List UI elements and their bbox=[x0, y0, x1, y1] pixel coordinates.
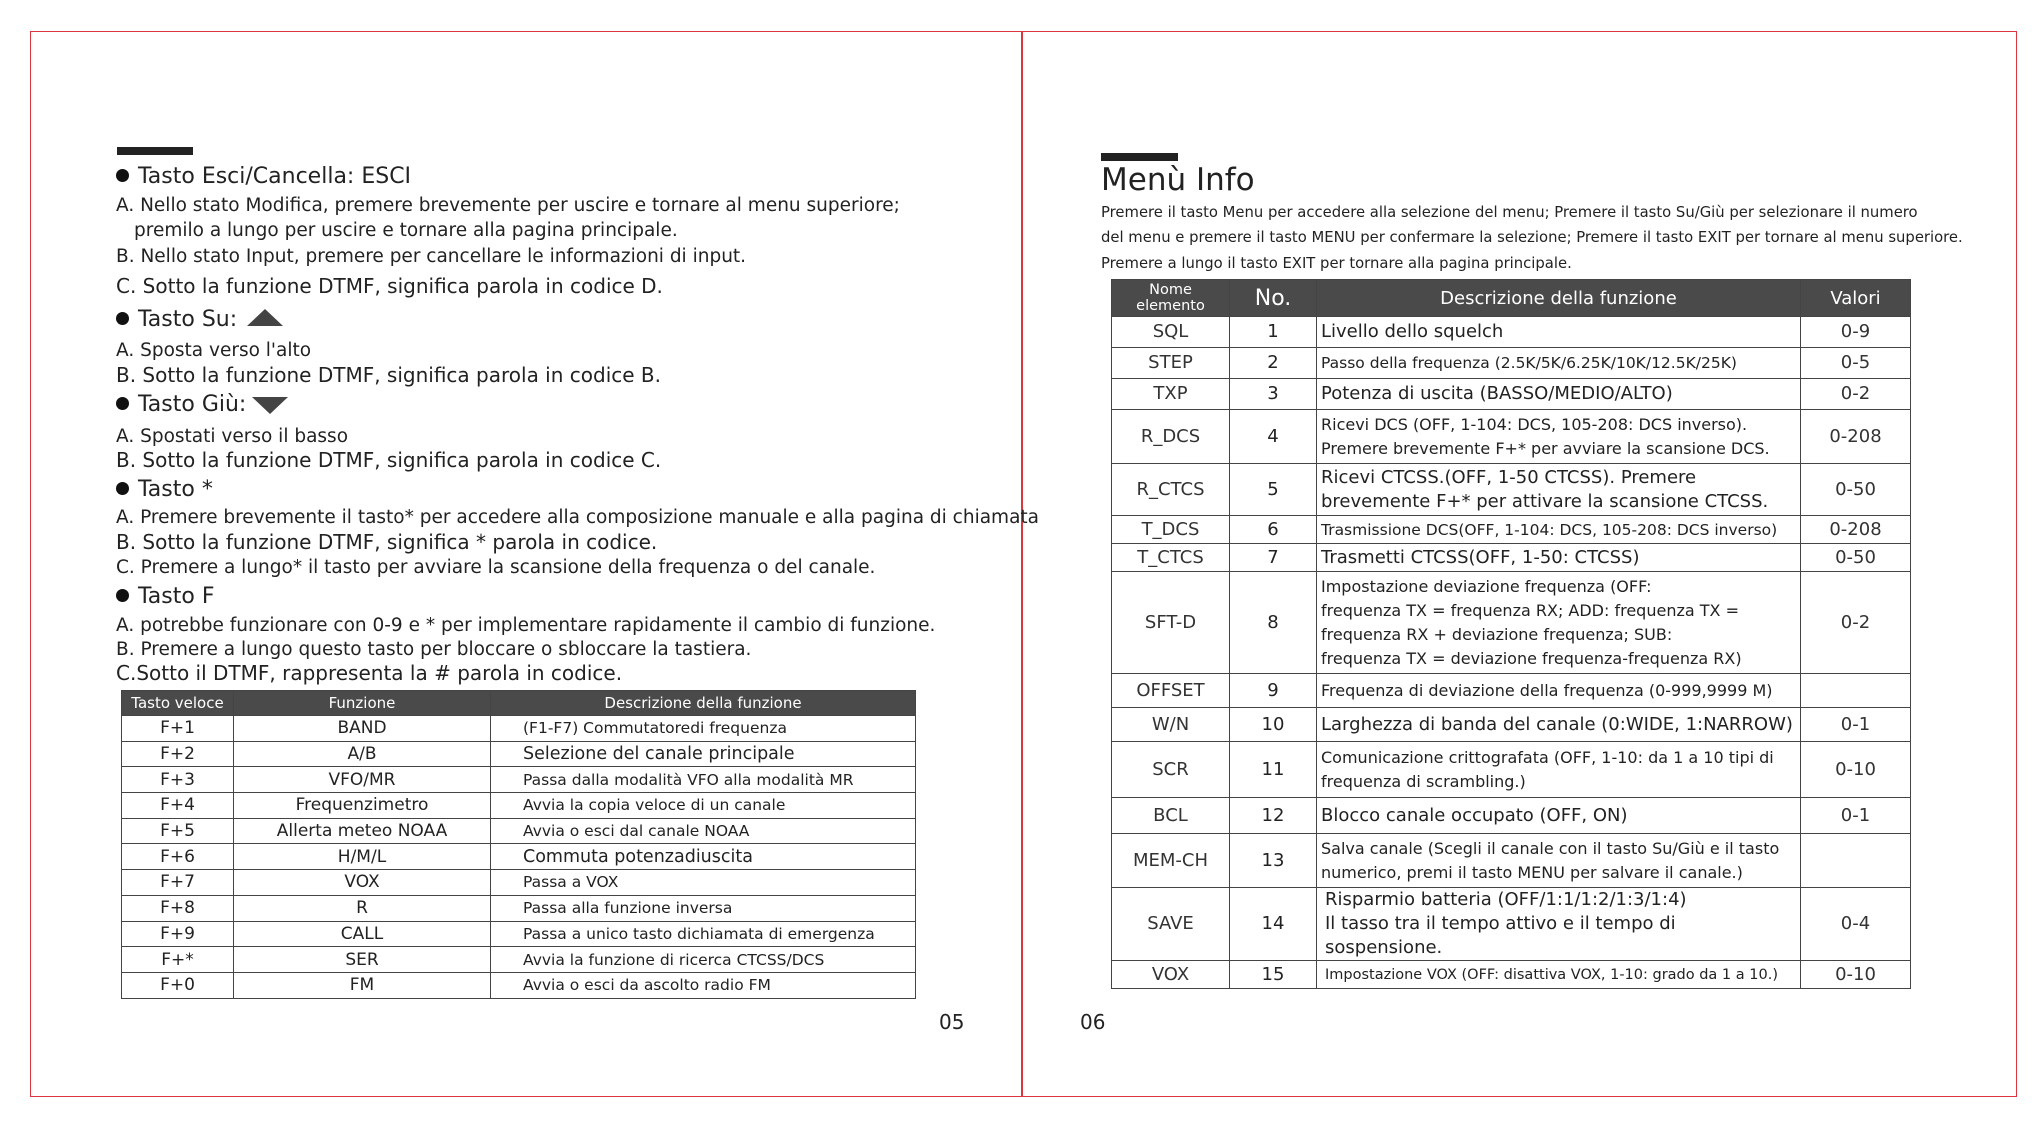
table-cell: F+9 bbox=[122, 921, 234, 947]
text-line: C. Sotto la funzione DTMF, significa parola in codice D. bbox=[116, 274, 663, 298]
text-line: C.Sotto il DTMF, rappresenta la # parola in codice. bbox=[116, 661, 623, 685]
shortcut-table bbox=[121, 690, 916, 999]
table-cell: 0-208 bbox=[1801, 410, 1911, 464]
bullet-icon bbox=[116, 169, 129, 182]
intro-line: Premere a lungo il tasto EXIT per tornare alla pagina principale. bbox=[1101, 255, 1572, 272]
table-cell: MEM-CH bbox=[1112, 834, 1230, 888]
bullet-icon bbox=[116, 397, 129, 410]
table-cell: Selezione del canale principale bbox=[491, 741, 916, 767]
page-number-left: 05 bbox=[939, 1010, 965, 1034]
table-cell bbox=[1801, 674, 1911, 708]
table-row bbox=[122, 895, 916, 921]
table-cell bbox=[1317, 961, 1801, 989]
desc-line: Salva canale (Scegli il canale con il tasto Su/Giù e il tasto bbox=[1321, 838, 1780, 858]
table-cell: 0-10 bbox=[1801, 961, 1911, 989]
table-row bbox=[122, 921, 916, 947]
table-cell: FM bbox=[234, 972, 491, 998]
table-cell: SFT-D bbox=[1112, 572, 1230, 674]
table-cell bbox=[1317, 348, 1801, 379]
table-row bbox=[122, 972, 916, 998]
table-header: Descrizione della funzione bbox=[1317, 280, 1801, 317]
table-cell: TXP bbox=[1112, 379, 1230, 410]
table-cell: F+* bbox=[122, 947, 234, 973]
text-line: B. Sotto la funzione DTMF, significa parola in codice C. bbox=[116, 448, 662, 472]
table-cell: F+5 bbox=[122, 818, 234, 844]
heading-su: Tasto Su: bbox=[116, 307, 283, 332]
table-cell: Commuta potenzadiuscita bbox=[491, 844, 916, 870]
table-row bbox=[1112, 834, 1911, 888]
desc-line: Trasmetti CTCSS(OFF, 1-50: CTCSS) bbox=[1321, 546, 1640, 568]
table-cell bbox=[1317, 544, 1801, 572]
table-row bbox=[1112, 742, 1911, 798]
bullet-icon bbox=[116, 482, 129, 495]
heading-f: Tasto F bbox=[116, 584, 214, 609]
desc-line: Impostazione deviazione frequenza (OFF: bbox=[1321, 576, 1652, 596]
table-row bbox=[122, 818, 916, 844]
desc-line: Ricevi DCS (OFF, 1-104: DCS, 105-208: DCS inverso). bbox=[1321, 414, 1748, 434]
table-cell bbox=[1317, 516, 1801, 544]
table-row bbox=[1112, 544, 1911, 572]
table-cell: 13 bbox=[1230, 834, 1317, 888]
table-cell: F+1 bbox=[122, 716, 234, 742]
table-cell: 0-2 bbox=[1801, 379, 1911, 410]
table-cell: Avvia la copia veloce di un canale bbox=[491, 793, 916, 819]
table-cell: T_DCS bbox=[1112, 516, 1230, 544]
table-row bbox=[1112, 888, 1911, 961]
table-cell: 3 bbox=[1230, 379, 1317, 410]
table-cell: H/M/L bbox=[234, 844, 491, 870]
table-row bbox=[1112, 516, 1911, 544]
table-cell: 0-1 bbox=[1801, 708, 1911, 742]
page-number-right: 06 bbox=[1080, 1010, 1106, 1034]
table-cell: F+3 bbox=[122, 767, 234, 793]
table-row bbox=[122, 716, 916, 742]
text-line: A. Premere brevemente il tasto* per accedere alla composizione manuale e alla pagina di chiamata bbox=[116, 507, 1039, 528]
table-cell: VOX bbox=[1112, 961, 1230, 989]
table-row bbox=[122, 870, 916, 896]
table-cell: R_CTCS bbox=[1112, 464, 1230, 516]
desc-line: Livello dello squelch bbox=[1321, 321, 1504, 342]
table-cell: Passa a VOX bbox=[491, 870, 916, 896]
table-row bbox=[1112, 961, 1911, 989]
table-row bbox=[1112, 317, 1911, 348]
table-cell: A/B bbox=[234, 741, 491, 767]
table-cell: 11 bbox=[1230, 742, 1317, 798]
table-cell: 6 bbox=[1230, 516, 1317, 544]
desc-line: Impostazione VOX (OFF: disattiva VOX, 1-10: grado da 1 a 10.) bbox=[1325, 966, 1778, 983]
table-cell: CALL bbox=[234, 921, 491, 947]
table-cell: 0-2 bbox=[1801, 572, 1911, 674]
table-cell: F+2 bbox=[122, 741, 234, 767]
table-cell: 0-4 bbox=[1801, 888, 1911, 961]
table-header: Descrizione della funzione bbox=[491, 691, 916, 716]
text-line: A. Nello stato Modifica, premere brevemente per uscire e tornare al menu superiore; bbox=[116, 195, 900, 216]
section-bar bbox=[1101, 153, 1178, 161]
table-row bbox=[122, 793, 916, 819]
table-cell: F+6 bbox=[122, 844, 234, 870]
text-line: B. Nello stato Input, premere per cancellare le informazioni di input. bbox=[116, 246, 747, 267]
text-line: A. potrebbe funzionare con 0-9 e * per implementare rapidamente il cambio di funzione. bbox=[116, 615, 936, 636]
table-row bbox=[1112, 572, 1911, 674]
table-cell: Avvia la funzione di ricerca CTCSS/DCS bbox=[491, 947, 916, 973]
table-row bbox=[1112, 464, 1911, 516]
text-line: A. Spostati verso il basso bbox=[116, 426, 349, 447]
table-row bbox=[1112, 410, 1911, 464]
table-cell bbox=[1317, 798, 1801, 834]
table-row bbox=[1112, 379, 1911, 410]
text-line: C. Premere a lungo* il tasto per avviare la scansione della frequenza o del canale. bbox=[116, 557, 876, 578]
menu-table bbox=[1111, 279, 1911, 989]
table-cell: BAND bbox=[234, 716, 491, 742]
table-cell: 7 bbox=[1230, 544, 1317, 572]
table-row bbox=[1112, 674, 1911, 708]
table-cell: Passa alla funzione inversa bbox=[491, 895, 916, 921]
desc-line: Blocco canale occupato (OFF, ON) bbox=[1321, 804, 1628, 826]
table-cell bbox=[1317, 572, 1801, 674]
table-cell: W/N bbox=[1112, 708, 1230, 742]
table-cell bbox=[1317, 742, 1801, 798]
desc-line: Passo della frequenza (2.5K/5K/6.25K/10K/12.5K/25K) bbox=[1321, 354, 1737, 372]
table-cell: 0-9 bbox=[1801, 317, 1911, 348]
table-cell: 1 bbox=[1230, 317, 1317, 348]
text-line: premilo a lungo per uscire e tornare alla pagina principale. bbox=[134, 220, 678, 241]
table-cell bbox=[1317, 674, 1801, 708]
bullet-icon bbox=[116, 589, 129, 602]
table-cell: 4 bbox=[1230, 410, 1317, 464]
heading-asterisco: Tasto * bbox=[116, 477, 213, 502]
table-cell bbox=[1317, 888, 1801, 961]
desc-line: frequenza di scrambling.) bbox=[1321, 771, 1526, 791]
table-cell: 0-208 bbox=[1801, 516, 1911, 544]
table-cell: Avvia o esci dal canale NOAA bbox=[491, 818, 916, 844]
table-cell: F+0 bbox=[122, 972, 234, 998]
table-header: No. bbox=[1230, 280, 1317, 317]
table-header: Nome elemento bbox=[1112, 280, 1230, 317]
table-cell: OFFSET bbox=[1112, 674, 1230, 708]
arrow-up-icon bbox=[247, 309, 283, 326]
table-cell: R bbox=[234, 895, 491, 921]
table-row bbox=[122, 767, 916, 793]
table-row bbox=[122, 844, 916, 870]
table-cell: 12 bbox=[1230, 798, 1317, 834]
table-cell: 14 bbox=[1230, 888, 1317, 961]
table-row bbox=[122, 741, 916, 767]
table-cell bbox=[1317, 708, 1801, 742]
table-cell bbox=[1317, 317, 1801, 348]
table-cell bbox=[1317, 379, 1801, 410]
desc-line: Trasmissione DCS(OFF, 1-104: DCS, 105-208: DCS inverso) bbox=[1321, 520, 1778, 539]
text-line: A. Sposta verso l'alto bbox=[116, 340, 312, 361]
table-cell bbox=[1801, 834, 1911, 888]
table-row bbox=[1112, 798, 1911, 834]
table-cell: 0-10 bbox=[1801, 742, 1911, 798]
table-cell bbox=[1317, 410, 1801, 464]
table-cell: 9 bbox=[1230, 674, 1317, 708]
bullet-icon bbox=[116, 312, 129, 325]
table-cell: STEP bbox=[1112, 348, 1230, 379]
desc-line: frequenza TX = frequenza RX; ADD: frequenza TX = bbox=[1321, 600, 1739, 620]
table-cell: VFO/MR bbox=[234, 767, 491, 793]
text-line: B. Premere a lungo questo tasto per bloccare o sbloccare la tastiera. bbox=[116, 639, 752, 660]
table-cell: 10 bbox=[1230, 708, 1317, 742]
desc-line: Frequenza di deviazione della frequenza (0-999,9999 M) bbox=[1321, 680, 1773, 700]
desc-line: Il tasso tra il tempo attivo e il tempo di sospensione. bbox=[1325, 913, 1676, 958]
section-bar bbox=[117, 147, 193, 155]
table-cell: F+8 bbox=[122, 895, 234, 921]
intro-line: Premere il tasto Menu per accedere alla selezione del menu; Premere il tasto Su/Giù per selezionare il numero bbox=[1101, 204, 1918, 221]
table-cell: 15 bbox=[1230, 961, 1317, 989]
table-cell: F+7 bbox=[122, 870, 234, 896]
desc-line: Comunicazione crittografata (OFF, 1-10: da 1 a 10 tipi di bbox=[1321, 747, 1774, 767]
table-row bbox=[1112, 708, 1911, 742]
desc-line: brevemente F+* per attivare la scansione CTCSS. bbox=[1321, 490, 1769, 512]
table-cell: BCL bbox=[1112, 798, 1230, 834]
table-cell: Passa dalla modalità VFO alla modalità MR bbox=[491, 767, 916, 793]
table-cell: 0-50 bbox=[1801, 464, 1911, 516]
table-cell: 0-5 bbox=[1801, 348, 1911, 379]
desc-line: frequenza RX + deviazione frequenza; SUB: bbox=[1321, 624, 1673, 644]
table-header: Funzione bbox=[234, 691, 491, 716]
page-title: Menù Info bbox=[1101, 162, 1255, 198]
table-cell: SER bbox=[234, 947, 491, 973]
text-line: B. Sotto la funzione DTMF, significa * parola in codice. bbox=[116, 530, 658, 554]
table-cell: 5 bbox=[1230, 464, 1317, 516]
desc-line: Potenza di uscita (BASSO/MEDIO/ALTO) bbox=[1321, 383, 1673, 404]
table-cell: Frequenzimetro bbox=[234, 793, 491, 819]
table-cell: 8 bbox=[1230, 572, 1317, 674]
table-header-row bbox=[122, 691, 916, 716]
intro-line: del menu e premere il tasto MENU per confermare la selezione; Premere il tasto EXIT per tornare al menu superiore. bbox=[1101, 229, 1963, 246]
desc-line: Risparmio batteria (OFF/1:1/1:2/1:3/1:4) bbox=[1325, 889, 1687, 910]
desc-line: Premere brevemente F+* per avviare la scansione DCS. bbox=[1321, 438, 1770, 458]
table-cell: F+4 bbox=[122, 793, 234, 819]
table-cell: SAVE bbox=[1112, 888, 1230, 961]
table-cell: Avvia o esci da ascolto radio FM bbox=[491, 972, 916, 998]
table-cell bbox=[1317, 464, 1801, 516]
table-cell: SCR bbox=[1112, 742, 1230, 798]
table-row bbox=[1112, 348, 1911, 379]
heading-giu: Tasto Giù: bbox=[116, 392, 288, 417]
table-cell: SQL bbox=[1112, 317, 1230, 348]
desc-line: Ricevi CTCSS.(OFF, 1-50 CTCSS). Premere bbox=[1321, 466, 1697, 488]
table-cell: 0-1 bbox=[1801, 798, 1911, 834]
table-cell: T_CTCS bbox=[1112, 544, 1230, 572]
heading-esci: Tasto Esci/Cancella: ESCI bbox=[116, 164, 411, 189]
text-line: B. Sotto la funzione DTMF, significa parola in codice B. bbox=[116, 363, 661, 387]
table-cell bbox=[1317, 834, 1801, 888]
table-header: Valori bbox=[1801, 280, 1911, 317]
table-cell: (F1-F7) Commutatoredi frequenza bbox=[491, 716, 916, 742]
table-cell: VOX bbox=[234, 870, 491, 896]
desc-line: frequenza TX = deviazione frequenza-frequenza RX) bbox=[1321, 648, 1742, 668]
table-header-row bbox=[1112, 280, 1911, 317]
table-row bbox=[122, 947, 916, 973]
table-header: Tasto veloce bbox=[122, 691, 234, 716]
arrow-down-icon bbox=[252, 397, 288, 414]
table-cell: Passa a unico tasto dichiamata di emergenza bbox=[491, 921, 916, 947]
table-cell: 0-50 bbox=[1801, 544, 1911, 572]
desc-line: numerico, premi il tasto MENU per salvare il canale.) bbox=[1321, 862, 1743, 882]
table-cell: Allerta meteo NOAA bbox=[234, 818, 491, 844]
table-cell: 2 bbox=[1230, 348, 1317, 379]
table-cell: R_DCS bbox=[1112, 410, 1230, 464]
desc-line: Larghezza di banda del canale (0:WIDE, 1:NARROW) bbox=[1321, 713, 1793, 735]
